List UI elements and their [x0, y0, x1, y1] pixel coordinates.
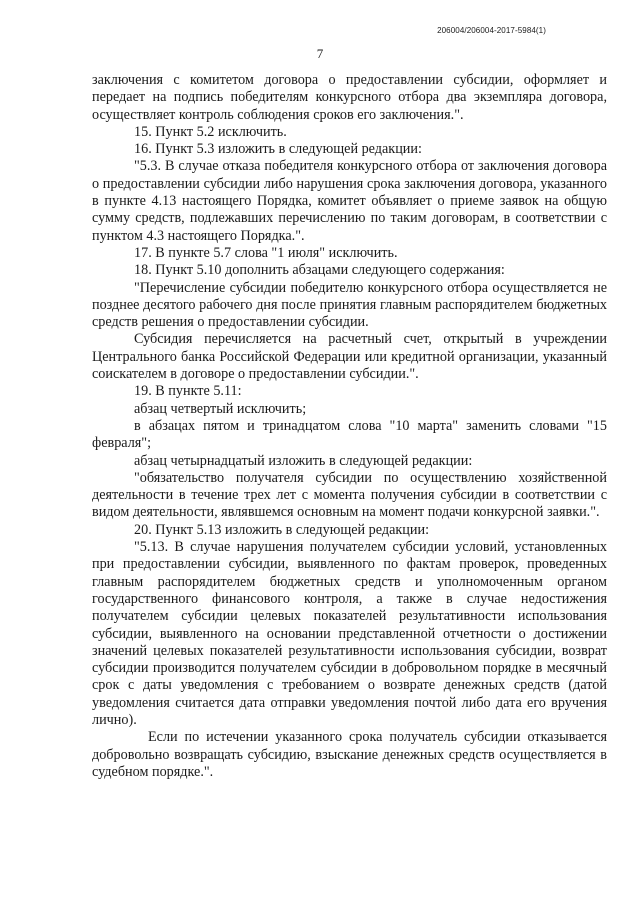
paragraph-item-16: 16. Пункт 5.3 изложить в следующей редакции: [134, 141, 422, 158]
document-id: 206004/206004-2017-5984(1) [437, 26, 546, 35]
paragraph-quote-5-10-b: Субсидия перечисляется на расчетный счет, открытый в учреждении Центрального банка Российской Федерации или кредитной организации, указанный соискателем в договоре о предоставлении субсидии.". [92, 331, 607, 383]
paragraph-item-19-b: в абзацах пятом и тринадцатом слова "10 марта" заменить словами "15 февраля"; [92, 417, 607, 452]
document-body [92, 72, 607, 781]
paragraph-quote-5-10-a: "Перечисление субсидии победителю конкурсного отбора осуществляется не позднее десятого рабочего дня после принятия главным распорядителем бюджетных средств решения о предоставлении субсидии. [92, 279, 607, 331]
paragraph-quote-5-3: "5.3. В случае отказа победителя конкурсного отбора от заключения договора о предоставлении субсидии либо нарушения срока заключения договора, указанного в пункте 4.13 настоящего Порядка, комитет объявляет о приеме заявок на общую сумму средств, подлежавших перечислению по таким договорам, в соответствии с пунктом 4.3 настоящего Порядка.". [92, 158, 607, 244]
paragraph-quote-5-11: "обязательство получателя субсидии по осуществлению хозяйственной деятельности в течение трех лет с момента получения субсидии в соответствии с видом деятельности, являвшемся основным на момент подачи конкурсной заявки.". [92, 469, 607, 521]
page-number: 7 [316, 46, 324, 61]
paragraph-item-19-a: абзац четвертый исключить; [134, 400, 307, 417]
paragraph-item-20: 20. Пункт 5.13 изложить в следующей редакции: [134, 521, 430, 538]
paragraph-item-19: 19. В пункте 5.11: [134, 383, 242, 400]
paragraph-continuation: заключения с комитетом договора о предоставлении субсидии, оформляет и передает на подпись победителям конкурсного отбора два экземпляра договора, осуществляет контроль соблюдения сроков его заключения.". [92, 72, 607, 123]
paragraph-item-18: 18. Пункт 5.10 дополнить абзацами следующего содержания: [134, 262, 505, 279]
paragraph-quote-5-13-b: Если по истечении указанного срока получатель субсидии отказывается добровольно возвращать субсидию, взыскание денежных средств осуществляется в судебном порядке.". [92, 729, 607, 780]
paragraph-item-19-c: абзац четырнадцатый изложить в следующей редакции: [134, 452, 473, 469]
paragraph-item-17: 17. В пункте 5.7 слова "1 июля" исключить. [134, 244, 398, 261]
paragraph-quote-5-13-a: "5.13. В случае нарушения получателем субсидии условий, установленных при предоставлении субсидии, выявленного по фактам проверок, проведенных главным распорядителем бюджетных средств и уполномоченным органом государственного финансового контроля, а также в случае недостижения получателем субсидии целевых показателей результативности использования субсидии, выявленного на основании представленной отчетности о достижении значений целевых показателей результативности использования субсидии, возврат субсидии производится получателем субсидии в добровольном порядке в месячный срок с даты уведомления с требованием о возврате денежных средств (датой уведомления считается дата отправки уведомления почтой либо дата его вручения лично). [92, 539, 607, 728]
paragraph-item-15: 15. Пункт 5.2 исключить. [134, 123, 287, 140]
